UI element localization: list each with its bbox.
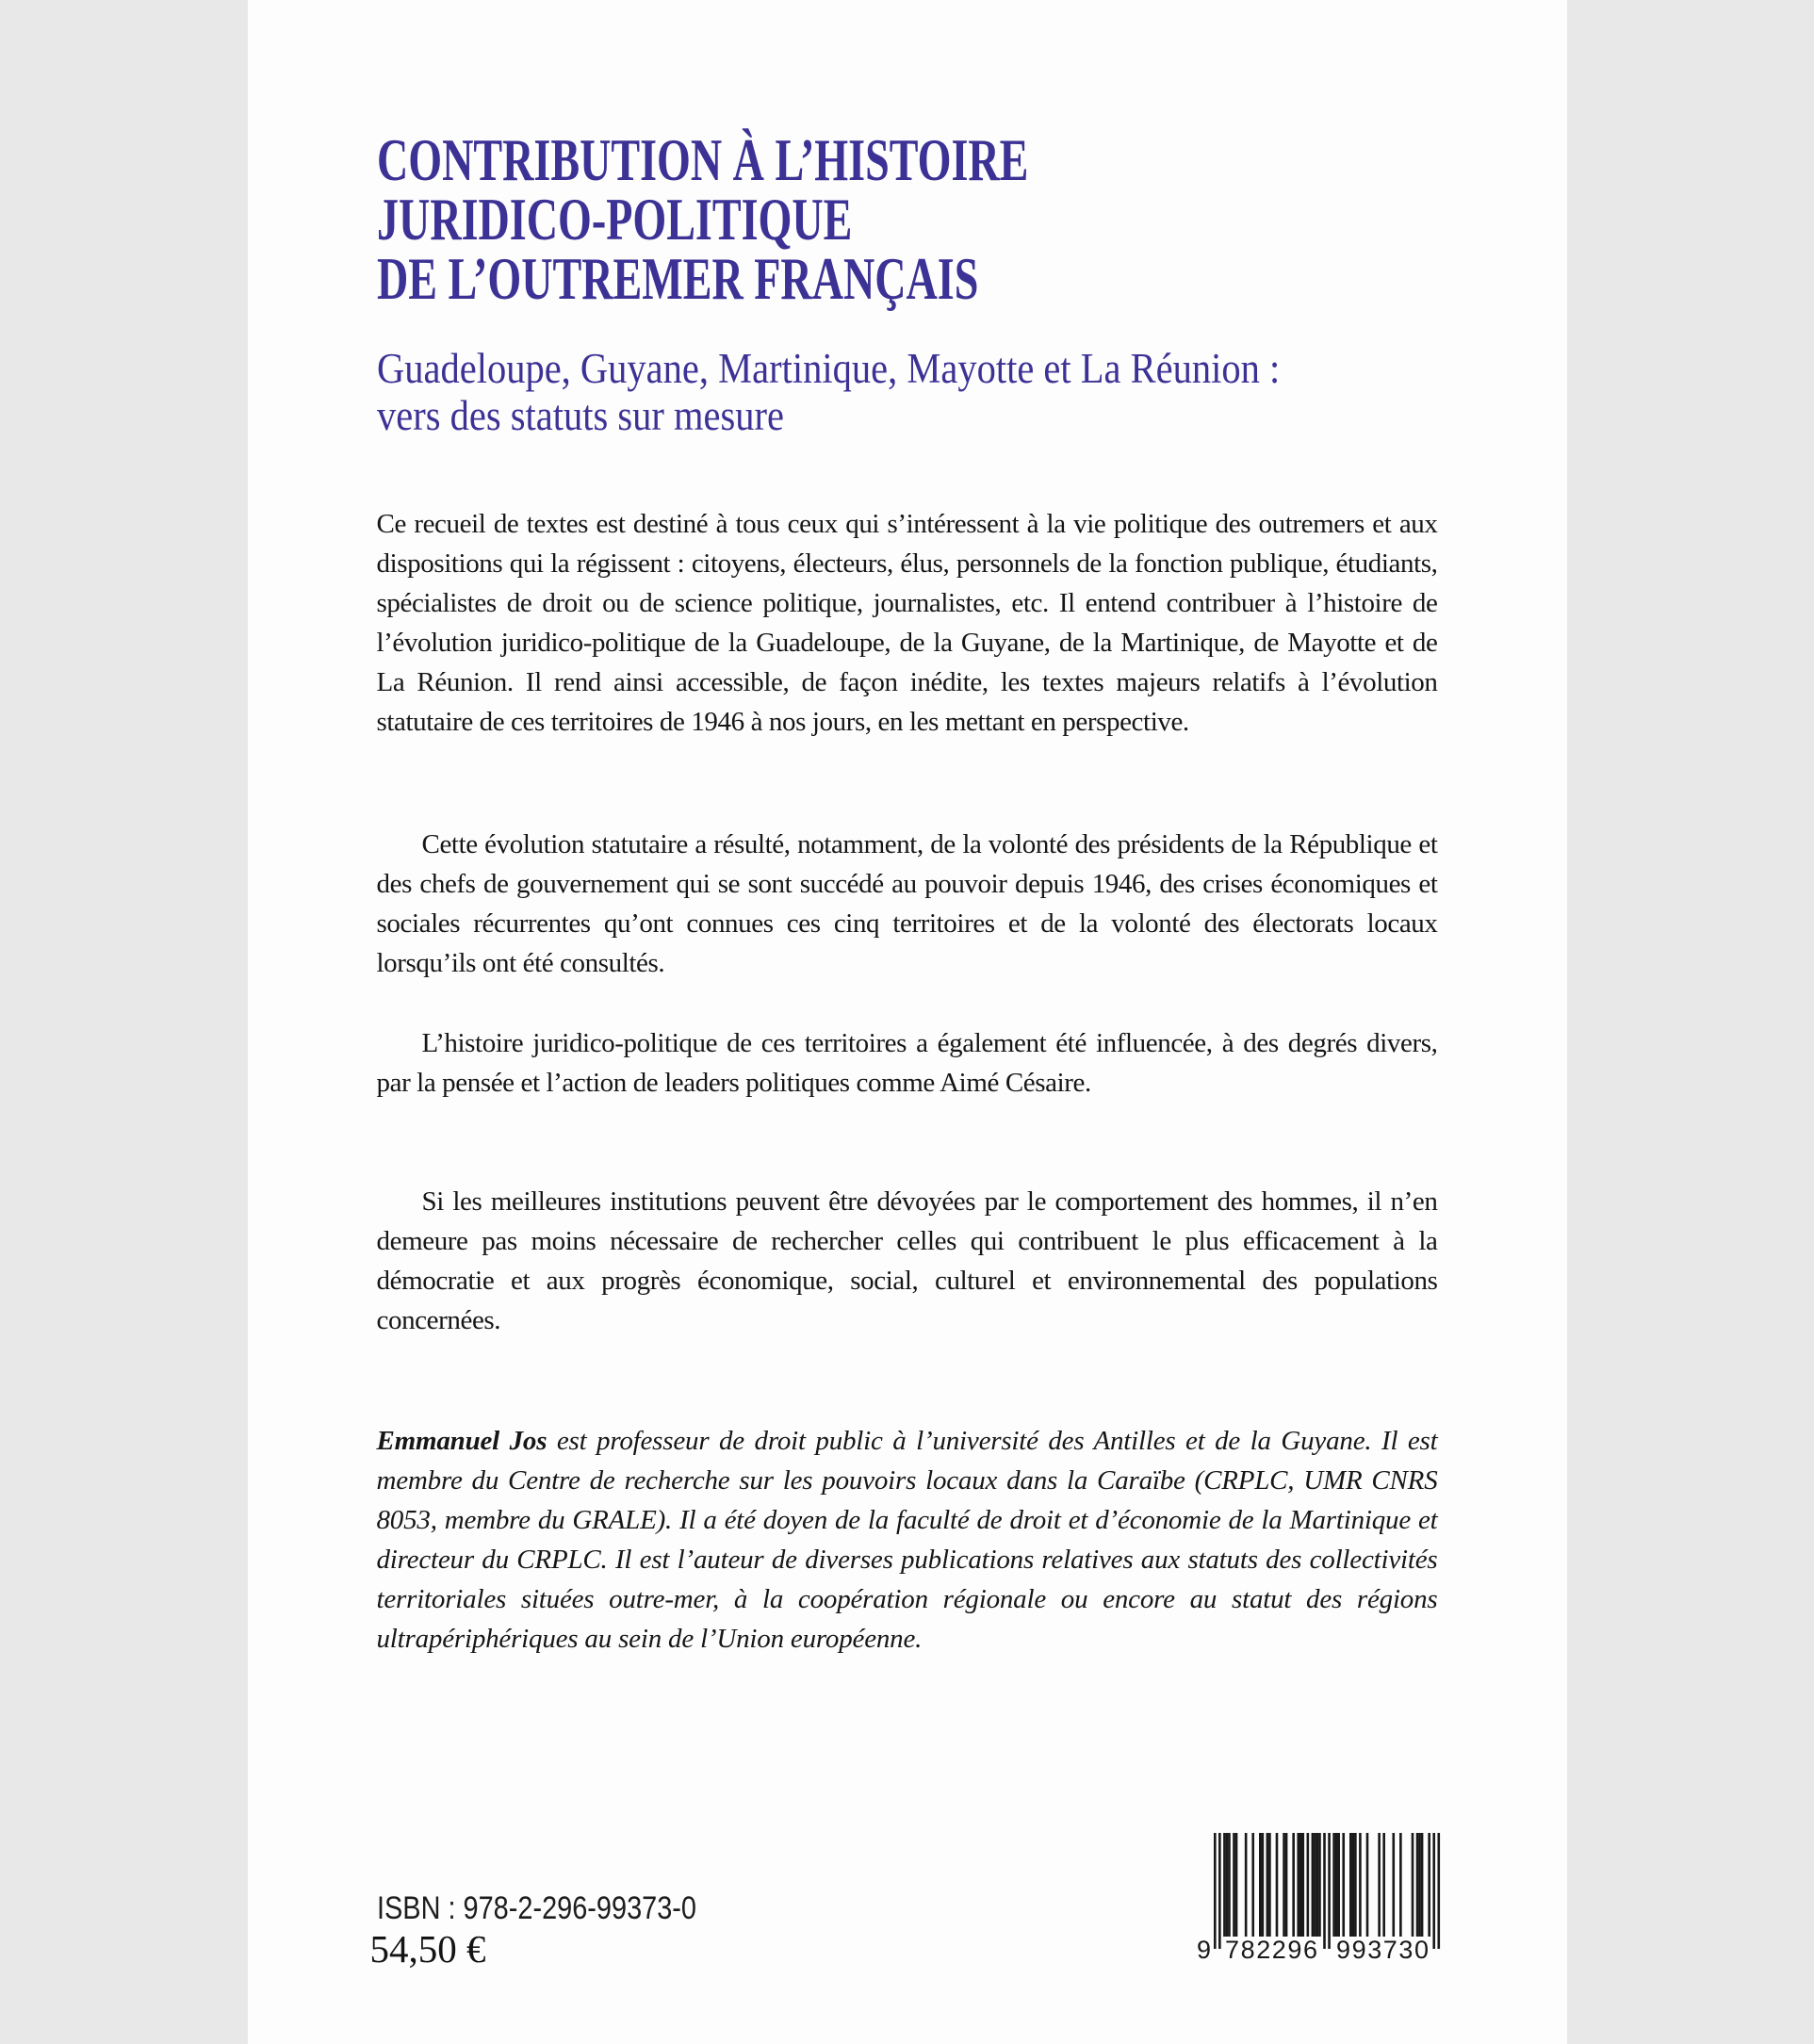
price-text: 54,50 € bbox=[369, 1927, 486, 1970]
ean13-barcode bbox=[1196, 1833, 1449, 1965]
barcode-first-digit: 9 bbox=[1196, 1936, 1211, 1964]
author-bio-text: est professeur de droit public à l’université des Antilles et de la Guyane. Il est membre du Centre de recherche sur les pouvoirs locaux dans la Caraïbe (CRPLC, UMR CNRS 8053, membre du GRALE). Il a été doyen de la faculté de droit et d’économie de la Martinique et directeur du CRPLC. Il est l’auteur de diverses publications relatives aux statuts des collectivités territoriales situées outre-mer, à la coopération régionale ou encore au statut des régions ultrapériphériques au sein de l’Union européenne. bbox=[376, 1426, 1438, 1654]
barcode-right-digits: 993730 bbox=[1335, 1936, 1429, 1964]
book-back-cover bbox=[248, 0, 1567, 2044]
subtitle-line-1: Guadeloupe, Guyane, Martinique, Mayotte et La Réunion : bbox=[376, 345, 1280, 392]
subtitle-line-2: vers des statuts sur mesure bbox=[376, 392, 784, 439]
book-title bbox=[376, 126, 1814, 312]
isbn-text: ISBN : 978-2-296-99373-0 bbox=[376, 1890, 696, 1926]
blurb-paragraph-4: Si les meilleures institutions peuvent être dévoyées par le comportement des hommes, il n’en demeure pas moins nécessaire de rechercher celles qui contribuent le plus efficacement à la démocratie et aux progrès économique, social, culturel et environnemental des populations concernées. bbox=[376, 1186, 1438, 1335]
title-line-1: CONTRIBUTION À L’HISTOIRE bbox=[376, 126, 1028, 193]
blurb-paragraph-3: L’histoire juridico-politique de ces territoires a également été influencée, à des degrés divers, par la pensée et l’action de leaders politiques comme Aimé Césaire. bbox=[376, 1028, 1438, 1098]
blurb-paragraph-2: Cette évolution statutaire a résulté, notamment, de la volonté des présidents de la République et des chefs de gouvernement qui se sont succédé au pouvoir depuis 1946, des crises économiques et sociales récurrentes qu’ont connues ces cinq territoires et de la volonté des électorats locaux lorsqu’ils ont été consultés. bbox=[376, 829, 1438, 978]
title-line-2: JURIDICO-POLITIQUE bbox=[376, 186, 852, 253]
barcode-area bbox=[1196, 1833, 1449, 1965]
barcode-bars bbox=[1214, 1833, 1440, 1949]
blurb-paragraph-1: Ce recueil de textes est destiné à tous ceux qui s’intéressent à la vie politique des outremers et aux dispositions qui la régissent : citoyens, électeurs, élus, personnels de la fonction publique, étudiants, spécialistes de droit ou de science politique, journalistes, etc. Il entend contribuer à l’histoire de l’évolution juridico-politique de la Guadeloupe, de la Guyane, de la Martinique, de Mayotte et de La Réunion. Il rend ainsi accessible, de façon inédite, les textes majeurs relatifs à l’évolution statutaire de ces territoires de 1946 à nos jours, en les mettant en perspective. bbox=[376, 509, 1438, 737]
author-bio bbox=[377, 1421, 1438, 1659]
barcode-left-digits: 782296 bbox=[1224, 1936, 1317, 1964]
book-subtitle bbox=[377, 345, 1742, 439]
title-line-3: DE L’OUTREMER FRANÇAIS bbox=[376, 245, 978, 312]
author-name: Emmanuel Jos bbox=[376, 1426, 547, 1456]
